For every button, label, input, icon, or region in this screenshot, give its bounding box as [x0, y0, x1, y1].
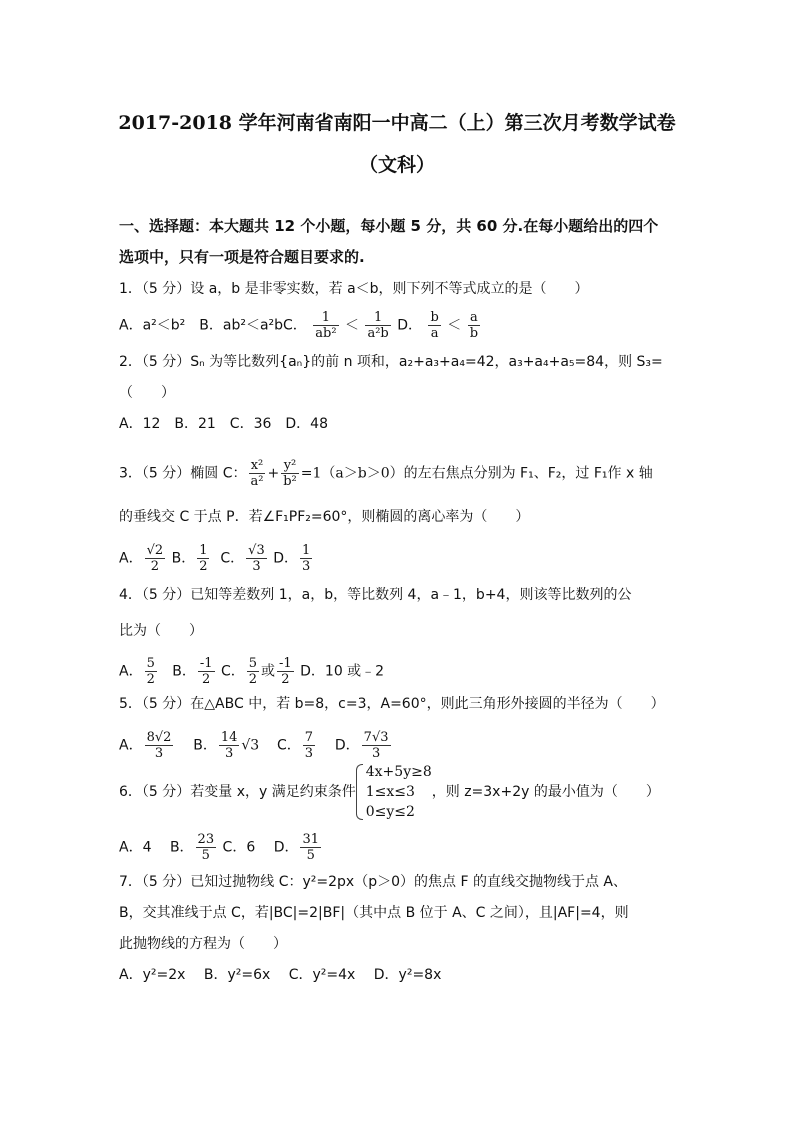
option-label: B．	[171, 550, 196, 567]
option-label: A．	[119, 550, 143, 567]
q6-option-a: A．4	[119, 839, 166, 856]
section-heading-cont: 选项中，只有一项是符合题目要求的.	[119, 248, 365, 266]
document-subtitle: （文科）	[358, 154, 435, 176]
sqrt-three: √3	[241, 737, 260, 754]
constraint: 1≤x≤3	[365, 784, 415, 800]
q3-fraction-y: $\frac{\text{y²}}{\text{b²}}$	[283, 458, 297, 489]
q3-option-c-fraction: $\frac{√3}{3}$	[248, 543, 265, 574]
question-6-stem	[119, 762, 660, 822]
q4-option-b-fraction: $\frac{-1}{2}$	[199, 656, 213, 687]
q3-option-a-fraction: $\frac{√2}{2}$	[146, 543, 164, 574]
q5-option-d-fraction: $\frac{7√3}{3}$	[363, 730, 389, 761]
option-label: D．	[334, 737, 360, 754]
option-label: B．	[193, 737, 217, 754]
question-6-options	[119, 832, 323, 863]
question-5-options	[119, 730, 393, 761]
question-2-options: A．12 B．21 C．36 D．48	[119, 416, 328, 432]
less-than: ＜	[345, 317, 360, 334]
q1-options-ab: A．a²＜b² B．ab²＜a²bC．	[119, 317, 307, 334]
question-1-options	[119, 310, 482, 341]
q1-fraction: $\frac{1}{\text{a²b}}$	[367, 310, 389, 341]
question-7-stem-cont2: 此抛物线的方程为（ ）	[119, 936, 287, 952]
option-label: A．	[119, 663, 143, 680]
question-3-options	[119, 543, 314, 574]
less-than: ＜	[447, 317, 462, 334]
q4-option-d: D．10 或﹣2	[300, 663, 385, 680]
q1-fraction: $\frac{b}{a}$	[430, 310, 439, 341]
or-word: 或	[261, 663, 276, 680]
q6-post: ，则 z=3x+2y 的最小值为（ ）	[431, 784, 660, 800]
option-label: D．	[273, 550, 298, 567]
q5-option-a-fraction: $\frac{8√2}{3}$	[146, 730, 172, 761]
question-3-stem-cont: 的垂线交 C 于点 P．若∠F₁PF₂=60°，则椭圆的离心率为（ ）	[119, 509, 530, 525]
question-7-stem: 7．（5 分）已知过抛物线 C：y²=2px（p＞0）的焦点 F 的直线交抛物线于点 A、	[119, 874, 627, 890]
q3-post: 的左右焦点分别为 F₁、F₂，过 F₁作 x 轴	[403, 465, 653, 482]
option-label: A．	[119, 737, 143, 754]
q6-option-c: C．6	[222, 839, 270, 856]
constraint: 0≤y≤2	[365, 804, 415, 820]
question-7-options: A．y²=2x B．y²=6x C．y²=4x D．y²=8x	[119, 967, 442, 983]
q6-pre: 6．（5 分）若变量 x，y 满足约束条件	[119, 784, 356, 800]
question-3-stem	[119, 458, 653, 489]
question-4-stem-cont: 比为（ ）	[119, 623, 203, 639]
option-label: C．	[220, 663, 245, 680]
q5-option-b-fraction: $\frac{14}{3}$	[220, 730, 238, 761]
q3-option-b-fraction: $\frac{1}{2}$	[199, 543, 208, 574]
q3-equation-tail: =1（a＞b＞0）	[300, 465, 404, 482]
question-7-stem-cont: B，交其准线于点 C，若|BC|=2|BF|（其中点 B 位于 A、C 之间），且|AF|=4，则	[119, 905, 629, 921]
option-label: C．	[277, 737, 301, 754]
option-label: B．	[169, 839, 194, 856]
q4-option-a-fraction: $\frac{5}{2}$	[146, 656, 155, 687]
question-4-stem: 4．（5 分）已知等差数列 1，a，b，等比数列 4，a﹣1，b+4，则该等比数列的公	[119, 587, 632, 603]
question-2-stem: 2．（5 分）Sₙ 为等比数列{aₙ}的前 n 项和，a₂+a₃+a₄=42，a₃+a₄+a₅=84，则 S₃=	[119, 354, 663, 370]
option-label: B．	[172, 663, 196, 680]
q3-option-d-fraction: $\frac{1}{3}$	[301, 543, 311, 574]
option-label: D．	[273, 839, 299, 856]
option-label: C．	[220, 550, 245, 567]
constraint-system	[356, 762, 432, 822]
q3-fraction-x: $\frac{\text{x²}}{\text{a²}}$	[250, 458, 264, 489]
q5-option-c-fraction: $\frac{7}{3}$	[304, 730, 314, 761]
question-5-stem: 5．（5 分）在△ABC 中，若 b=8，c=3，A=60°，则此三角形外接圆的半径为（ ）	[119, 696, 665, 712]
q4-option-c-fraction-2: $\frac{-1}{2}$	[279, 656, 292, 687]
q3-pre: 3．（5 分）椭圆 C：	[119, 465, 247, 482]
question-2-stem-cont: （ ）	[119, 385, 175, 401]
q1-fraction: $\frac{1}{\text{ab²}}$	[315, 310, 337, 341]
q1-fraction: $\frac{a}{b}$	[469, 310, 479, 341]
constraint: 4x+5y≥8	[365, 764, 432, 780]
q1-option-d-label: D．	[397, 317, 422, 334]
plus-sign: +	[267, 465, 280, 482]
section-heading: 一、选择题：本大题共 12 个小题，每小题 5 分，共 60 分.在每小题给出的四个	[119, 217, 659, 235]
q4-option-c-fraction: $\frac{5}{2}$	[248, 656, 258, 687]
document-title: 2017-2018 学年河南省南阳一中高二（上）第三次月考数学试卷	[118, 112, 676, 134]
question-1-stem: 1．（5 分）设 a，b 是非零实数，若 a＜b，则下列不等式成立的是（ ）	[119, 281, 589, 297]
question-4-options	[119, 656, 384, 687]
q6-option-b-fraction: $\frac{23}{5}$	[197, 832, 215, 863]
q6-option-d-fraction: $\frac{31}{5}$	[302, 832, 320, 863]
